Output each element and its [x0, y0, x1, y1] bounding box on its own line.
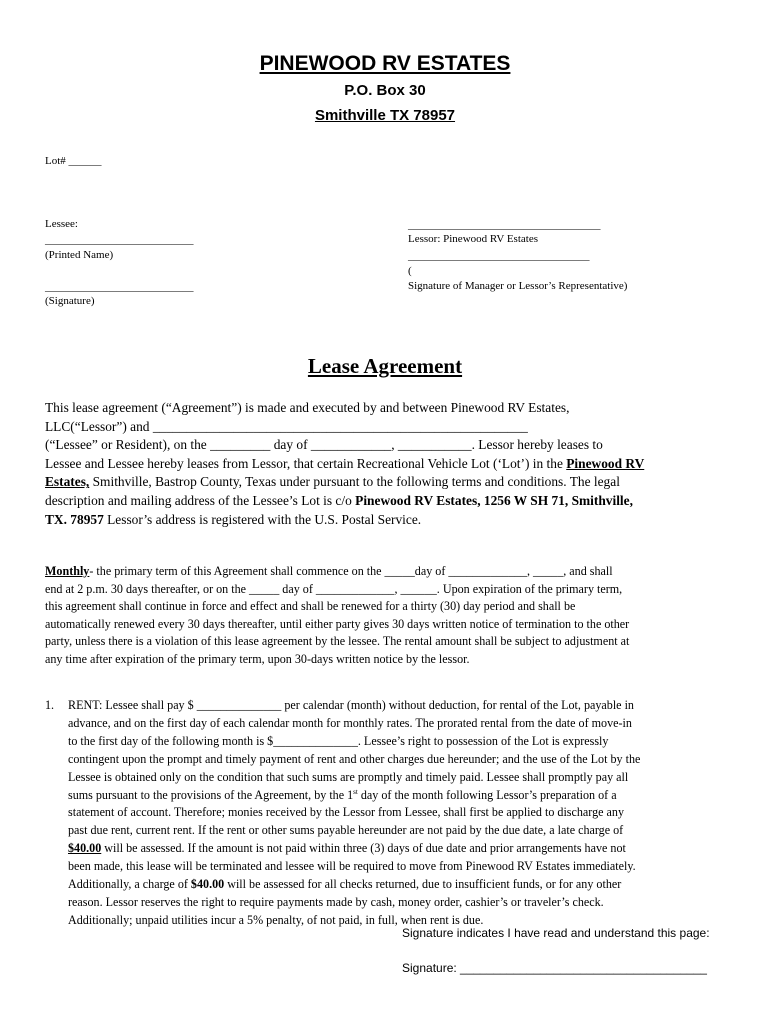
rent-line: advance, and on the first day of each calendar month for monthly rates. The prorated rental from the date of move-in — [68, 715, 632, 730]
intro-line — [45, 455, 727, 474]
monthly-term-paragraph — [45, 563, 735, 669]
park-zip-bold: TX. 78957 — [45, 511, 104, 527]
intro-text: Lessee and Lessee hereby leases from Lessor, that certain Recreational Vehicle Lot (‘Lot’) in the — [45, 455, 567, 471]
intro-line — [45, 511, 727, 530]
monthly-line: this agreement shall continue in force and effect and shall be renewed for a thirty (30) day period and shall be — [45, 599, 576, 614]
monthly-line: any time after expiration of the primary term, upon 30-days written notice by the lessor. — [45, 651, 470, 666]
lessee-label: Lessee: — [45, 218, 78, 230]
park-name-bold: Pinewood RV — [566, 455, 645, 471]
lessor-representative-line[interactable]: _________________________________ — [408, 250, 590, 262]
monthly-text: - the primary term of this Agreement shall commence on the _____day of _____________, _____, and shall — [89, 564, 613, 578]
intro-line: This lease agreement (“Agreement”) is made and executed by and between Pinewood RV Estates, — [45, 400, 570, 415]
document-title: PINEWOOD RV ESTATES — [259, 52, 511, 75]
lease-agreement-heading: Lease Agreement — [307, 354, 463, 378]
rent-line: Additionally; unpaid utilities incur a 5% penalty, of not paid, in full, when rent is due. — [68, 912, 484, 927]
rent-text: will be assessed for all checks returned, due to insufficient funds, or for any other — [224, 877, 622, 892]
monthly-label: Monthly — [45, 564, 90, 578]
address-line-1: P.O. Box 30 — [344, 82, 426, 99]
rent-line: contingent upon the prompt and timely payment of rent and other charges due hereunder; and the use of the Lot by the — [68, 751, 641, 766]
lessor-label: Lessor: Pinewood RV Estates — [408, 233, 538, 245]
printed-name-caption: (Printed Name) — [45, 249, 114, 261]
intro-text: Smithville, Bastrop County, Texas under pursuant to the following terms and conditions. The legal — [89, 474, 620, 490]
rent-text: will be assessed. If the amount is not paid within three (3) days of due date and prior arrangements have not — [101, 841, 626, 856]
rent-line: been made, this lease will be terminated and lessee will be required to move from Pinewood RV Estates immediately. — [68, 859, 636, 874]
lessor-representative-caption: Signature of Manager or Lessor’s Representative) — [408, 280, 628, 292]
rent-line: statement of account. Therefore; monies received by the Lessor from Lessee, shall first be applied to discharge any — [68, 805, 625, 820]
rent-line: to the first day of the following month is $______________. Lessee’s right to possession of the Lot is expressly — [68, 733, 609, 748]
monthly-line: party, unless there is a violation of this lease agreement by the lessee. The rental amount shall be subject to adjustment at — [45, 634, 630, 649]
returned-check-charge: $40.00 — [190, 877, 225, 892]
lessee-signature-field[interactable]: ___________________________ — [45, 281, 194, 293]
rent-line — [68, 787, 738, 805]
monthly-line: end at 2 p.m. 30 days thereafter, or on the _____ day of _____________, ______. Upon expiration of the primary term, — [45, 581, 623, 596]
intro-paragraph — [45, 399, 727, 529]
lot-number-field[interactable]: Lot# ______ — [45, 155, 102, 167]
intro-text: description and mailing address of the Lessee’s Lot is c/o — [45, 492, 356, 508]
rent-line: past due rent, current rent. If the rent or other sums payable hereunder are not paid by the due date, a late charge of — [68, 823, 624, 838]
lessor-signature-line[interactable]: ___________________________________ — [408, 219, 601, 231]
intro-line: LLC(“Lessor”) and ________________________________________________________ — [45, 418, 528, 434]
rent-line: Lessee is obtained only on the condition that such sums are promptly and timely paid. Lessee shall promptly pay all — [68, 769, 629, 784]
park-address-bold: Pinewood RV Estates, 1256 W SH 71, Smithville, — [355, 492, 633, 508]
intro-text: Lessor’s address is registered with the U.S. Postal Service. — [103, 511, 422, 527]
monthly-line: automatically renewed every 30 days thereafter, until either party gives 30 days written notice of termination to the other — [45, 616, 630, 631]
rent-line: RENT: Lessee shall pay $ ______________ per calendar (month) without deduction, for rental of the Lot, payable in — [68, 698, 634, 712]
park-name-bold-cont: Estates, — [45, 474, 90, 490]
address-line-2: Smithville TX 78957 — [314, 107, 456, 124]
rent-line — [68, 876, 738, 894]
clause-number: 1. — [45, 698, 55, 712]
rent-text: sums pursuant to the provisions of the Agreement, by the 1 — [68, 787, 354, 802]
monthly-line — [45, 563, 735, 581]
page-signature-field[interactable]: Signature: _____________________________________ — [402, 961, 707, 975]
rent-text: day of the month following Lessor’s preparation of a — [357, 787, 617, 802]
rent-clause-body — [68, 697, 738, 930]
rent-text: Additionally, a charge of — [68, 877, 191, 892]
signature-caption: (Signature) — [45, 295, 95, 307]
ordinal-suffix: st — [353, 787, 358, 796]
rent-line: reason. Lessor reserves the right to require payments made by cash, money order, cashier’s or traveler’s check. — [68, 894, 604, 909]
rent-line — [68, 840, 738, 858]
intro-line — [45, 473, 727, 492]
late-charge-amount: $40.00 — [68, 841, 102, 856]
lessee-printed-name-field[interactable]: ___________________________ — [45, 234, 194, 246]
intro-line — [45, 492, 727, 511]
intro-line: (“Lessee” or Resident), on the _________ day of ____________, ___________. Lessor hereby leases to — [45, 437, 603, 453]
open-paren: ( — [408, 265, 412, 277]
signature-acknowledgement: Signature indicates I have read and understand this page: — [402, 926, 710, 940]
